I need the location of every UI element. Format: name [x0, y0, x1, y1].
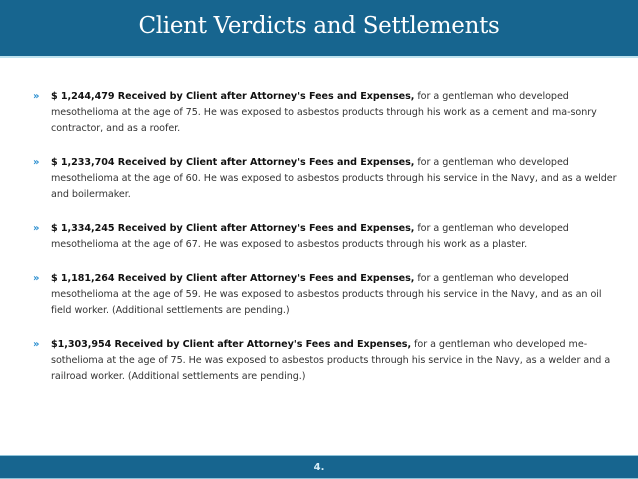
settlement-amount: $1,303,954 Received by Client after Attorney's Fees and Expenses, — [51, 339, 412, 350]
page-number: 4. — [313, 461, 325, 473]
slide-title: Client Verdicts and Settlements — [138, 13, 500, 39]
slide-footer — [0, 455, 638, 479]
settlement-item — [20, 221, 620, 253]
settlement-description: for a gentleman who developed me-sothelioma at the age of 75. He was exposed to asbestos products through his service in the Navy, as a welder and a railroad worker. (Additional settlements are pending.) — [51, 339, 611, 382]
settlement-item — [20, 271, 620, 319]
settlement-description: for a gentleman who developed mesothelioma at the age of 59. He was exposed to asbestos products through his service in the Navy, and as an oil field worker. (Additional settlements are pending.) — [51, 273, 602, 316]
settlement-item — [20, 89, 620, 137]
settlement-item — [20, 337, 620, 385]
slide-header — [0, 0, 638, 58]
settlement-description: for a gentleman who developed mesothelioma at the age of 75. He was exposed to asbestos products through his work as a cement and ma-sonry contractor, and as a roofer. — [51, 91, 597, 134]
settlements-list — [20, 89, 620, 385]
double-chevron-right-icon: » — [33, 91, 39, 102]
settlement-amount: $ 1,334,245 Received by Client after Attorney's Fees and Expenses, — [51, 223, 415, 234]
double-chevron-right-icon: » — [33, 339, 39, 350]
double-chevron-right-icon: » — [33, 223, 39, 234]
settlement-amount: $ 1,244,479 Received by Client after Attorney's Fees and Expenses, — [51, 91, 415, 102]
double-chevron-right-icon: » — [33, 273, 39, 284]
settlement-amount: $ 1,181,264 Received by Client after Attorney's Fees and Expenses, — [51, 273, 415, 284]
settlement-description: for a gentleman who developed mesothelioma at the age of 67. He was exposed to asbestos products through his work as a plaster. — [51, 223, 569, 250]
double-chevron-right-icon: » — [33, 157, 39, 168]
settlement-description: for a gentleman who developed mesothelioma at the age of 60. He was exposed to asbestos products through his service in the Navy, and as a welder and boilermaker. — [51, 157, 617, 200]
settlement-amount: $ 1,233,704 Received by Client after Attorney's Fees and Expenses, — [51, 157, 415, 168]
settlement-item — [20, 155, 620, 203]
